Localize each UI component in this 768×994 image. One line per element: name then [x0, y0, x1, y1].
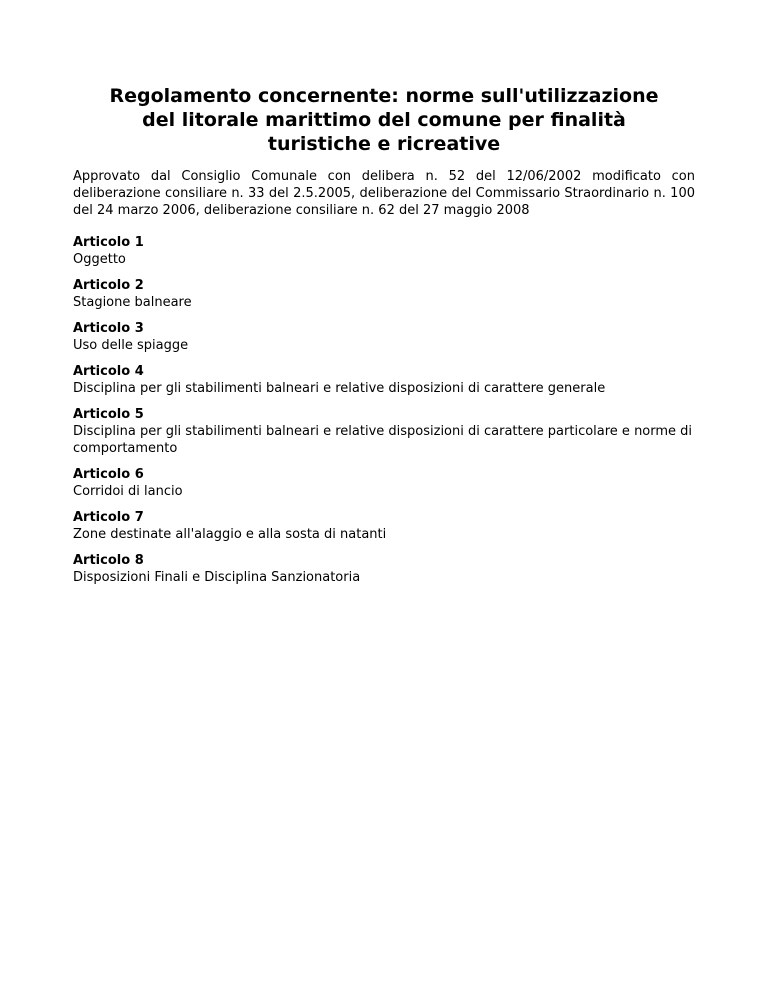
article-subject: Uso delle spiagge — [73, 338, 189, 353]
article-subject: Disciplina per gli stabilimenti balneari e relative disposizioni di carattere particolare e norme di comportamento — [73, 424, 693, 456]
article-subject: Corridoi di lancio — [73, 484, 183, 499]
article-list — [73, 234, 695, 586]
article-number: Articolo 5 — [73, 407, 144, 422]
article-subject: Disposizioni Finali e Disciplina Sanzionatoria — [73, 570, 361, 585]
article-item — [73, 509, 695, 543]
article-item — [73, 466, 695, 500]
article-number: Articolo 8 — [73, 553, 144, 568]
document-page — [73, 84, 695, 595]
article-item — [73, 406, 695, 457]
article-subject: Stagione balneare — [73, 295, 192, 310]
article-item — [73, 320, 695, 354]
article-number: Articolo 2 — [73, 278, 144, 293]
article-number: Articolo 1 — [73, 235, 144, 250]
article-item — [73, 277, 695, 311]
article-subject: Zone destinate all'alaggio e alla sosta di natanti — [73, 527, 387, 542]
article-number: Articolo 3 — [73, 321, 144, 336]
article-subject: Oggetto — [73, 252, 126, 267]
article-number: Articolo 6 — [73, 467, 144, 482]
article-number: Articolo 7 — [73, 510, 144, 525]
document-title: Regolamento concernente: norme sull'utilizzazione del litorale marittimo del comune per finalità turistiche e ricreative — [109, 85, 659, 155]
article-item — [73, 234, 695, 268]
article-item — [73, 363, 695, 397]
article-item — [73, 552, 695, 586]
approval-note: Approvato dal Consiglio Comunale con delibera n. 52 del 12/06/2002 modificato con deliberazione consiliare n. 33 del 2.5.2005, deliberazione del Commissario Straordinario n. 100 del 24 marzo 2006, deliberazione consiliare n. 62 del 27 maggio 2008 — [73, 169, 695, 218]
article-subject: Disciplina per gli stabilimenti balneari e relative disposizioni di carattere generale — [73, 381, 606, 396]
article-number: Articolo 4 — [73, 364, 144, 379]
